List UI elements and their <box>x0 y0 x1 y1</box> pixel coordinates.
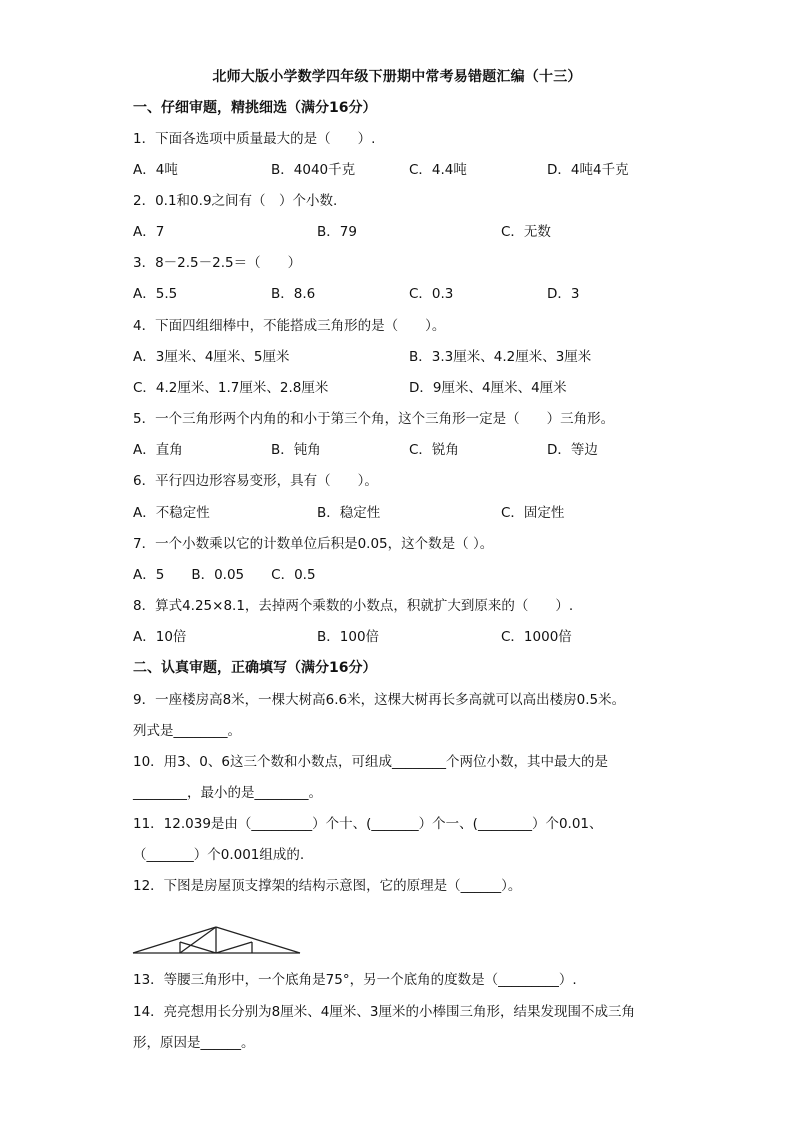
page-title: 北师大版小学数学四年级下册期中常考易错题汇编（十三） <box>212 69 582 85</box>
q4-option-c: C．4.2厘米、1.7厘米、2.8厘米 <box>133 380 329 396</box>
question-12: 12．下图是房屋顶支撑架的结构示意图，它的原理是（______）。 <box>133 878 522 894</box>
q4-option-b: B．3.3厘米、4.2厘米、3厘米 <box>409 349 592 365</box>
q2-option-b: B．79 <box>317 224 357 240</box>
q3-option-d: D．3 <box>547 286 580 302</box>
q6-option-b: B．稳定性 <box>317 505 381 521</box>
q4-option-a: A．3厘米、4厘米、5厘米 <box>133 349 290 365</box>
q1-option-d: D．4吨4千克 <box>547 162 629 178</box>
question-9-line-1: 9．一座楼房高8米，一棵大树高6.6米，这棵大树再长多高就可以高出楼房0.5米。 <box>133 692 626 708</box>
q4-option-d: D．9厘米、4厘米、4厘米 <box>409 380 567 396</box>
question-9-line-2: 列式是________。 <box>133 723 241 739</box>
question-3: 3．8－2.5－2.5＝（ ） <box>133 255 302 271</box>
question-1: 1．下面各选项中质量最大的是（ ）. <box>133 131 376 147</box>
q3-option-c: C．0.3 <box>409 286 454 302</box>
question-14-line-2: 形，原因是______。 <box>133 1035 255 1051</box>
q5-option-d: D．等边 <box>547 442 598 458</box>
question-14-line-1: 14．亮亮想用长分别为8厘米、4厘米、3厘米的小棒围三角形，结果发现围不成三角 <box>133 1004 635 1020</box>
q2-option-a: A．7 <box>133 224 165 240</box>
question-10-line-1: 10．用3、0、6这三个数和小数点，可组成________个两位小数，其中最大的是 <box>133 754 608 770</box>
q5-option-b: B．钝角 <box>271 442 321 458</box>
q5-option-a: A．直角 <box>133 442 183 458</box>
question-13: 13．等腰三角形中，一个底角是75°，另一个底角的度数是（_________）. <box>133 972 577 988</box>
section-1-heading: 一、仔细审题，精挑细选（满分16分） <box>133 100 377 116</box>
question-2: 2．0.1和0.9之间有（ ）个小数. <box>133 193 338 209</box>
q5-option-c: C．锐角 <box>409 442 459 458</box>
q6-option-c: C．固定性 <box>501 505 565 521</box>
question-7: 7．一个小数乘以它的计数单位后积是0.05，这个数是（ ）。 <box>133 536 494 552</box>
q7-options: A．5 B．0.05 C．0.5 <box>133 567 316 583</box>
q1-option-c: C．4.4吨 <box>409 162 467 178</box>
q1-option-b: B．4040千克 <box>271 162 356 178</box>
q2-option-c: C．无数 <box>501 224 551 240</box>
q6-option-a: A．不稳定性 <box>133 505 210 521</box>
q8-option-b: B．100倍 <box>317 629 380 645</box>
question-11-line-2: （_______）个0.001组成的. <box>133 847 305 863</box>
section-2-heading: 二、认真审题，正确填写（满分16分） <box>133 660 377 676</box>
q3-option-b: B．8.6 <box>271 286 316 302</box>
question-6: 6．平行四边形容易变形，具有（ ）。 <box>133 473 378 489</box>
question-4: 4．下面四组细棒中，不能搭成三角形的是（ ）。 <box>133 318 446 334</box>
question-11-line-1: 11．12.039是由（_________）个十、(_______）个一、(________）个0.01、 <box>133 816 603 832</box>
question-10-line-2: ________，最小的是________。 <box>133 785 322 801</box>
question-5: 5．一个三角形两个内角的和小于第三个角，这个三角形一定是（ ）三角形。 <box>133 411 615 427</box>
q8-option-a: A．10倍 <box>133 629 187 645</box>
q8-option-c: C．1000倍 <box>501 629 572 645</box>
roof-truss-diagram <box>132 926 302 956</box>
question-8: 8．算式4.25×8.1，去掉两个乘数的小数点，积就扩大到原来的（ ）. <box>133 598 574 614</box>
q3-option-a: A．5.5 <box>133 286 178 302</box>
q1-option-a: A．4吨 <box>133 162 178 178</box>
